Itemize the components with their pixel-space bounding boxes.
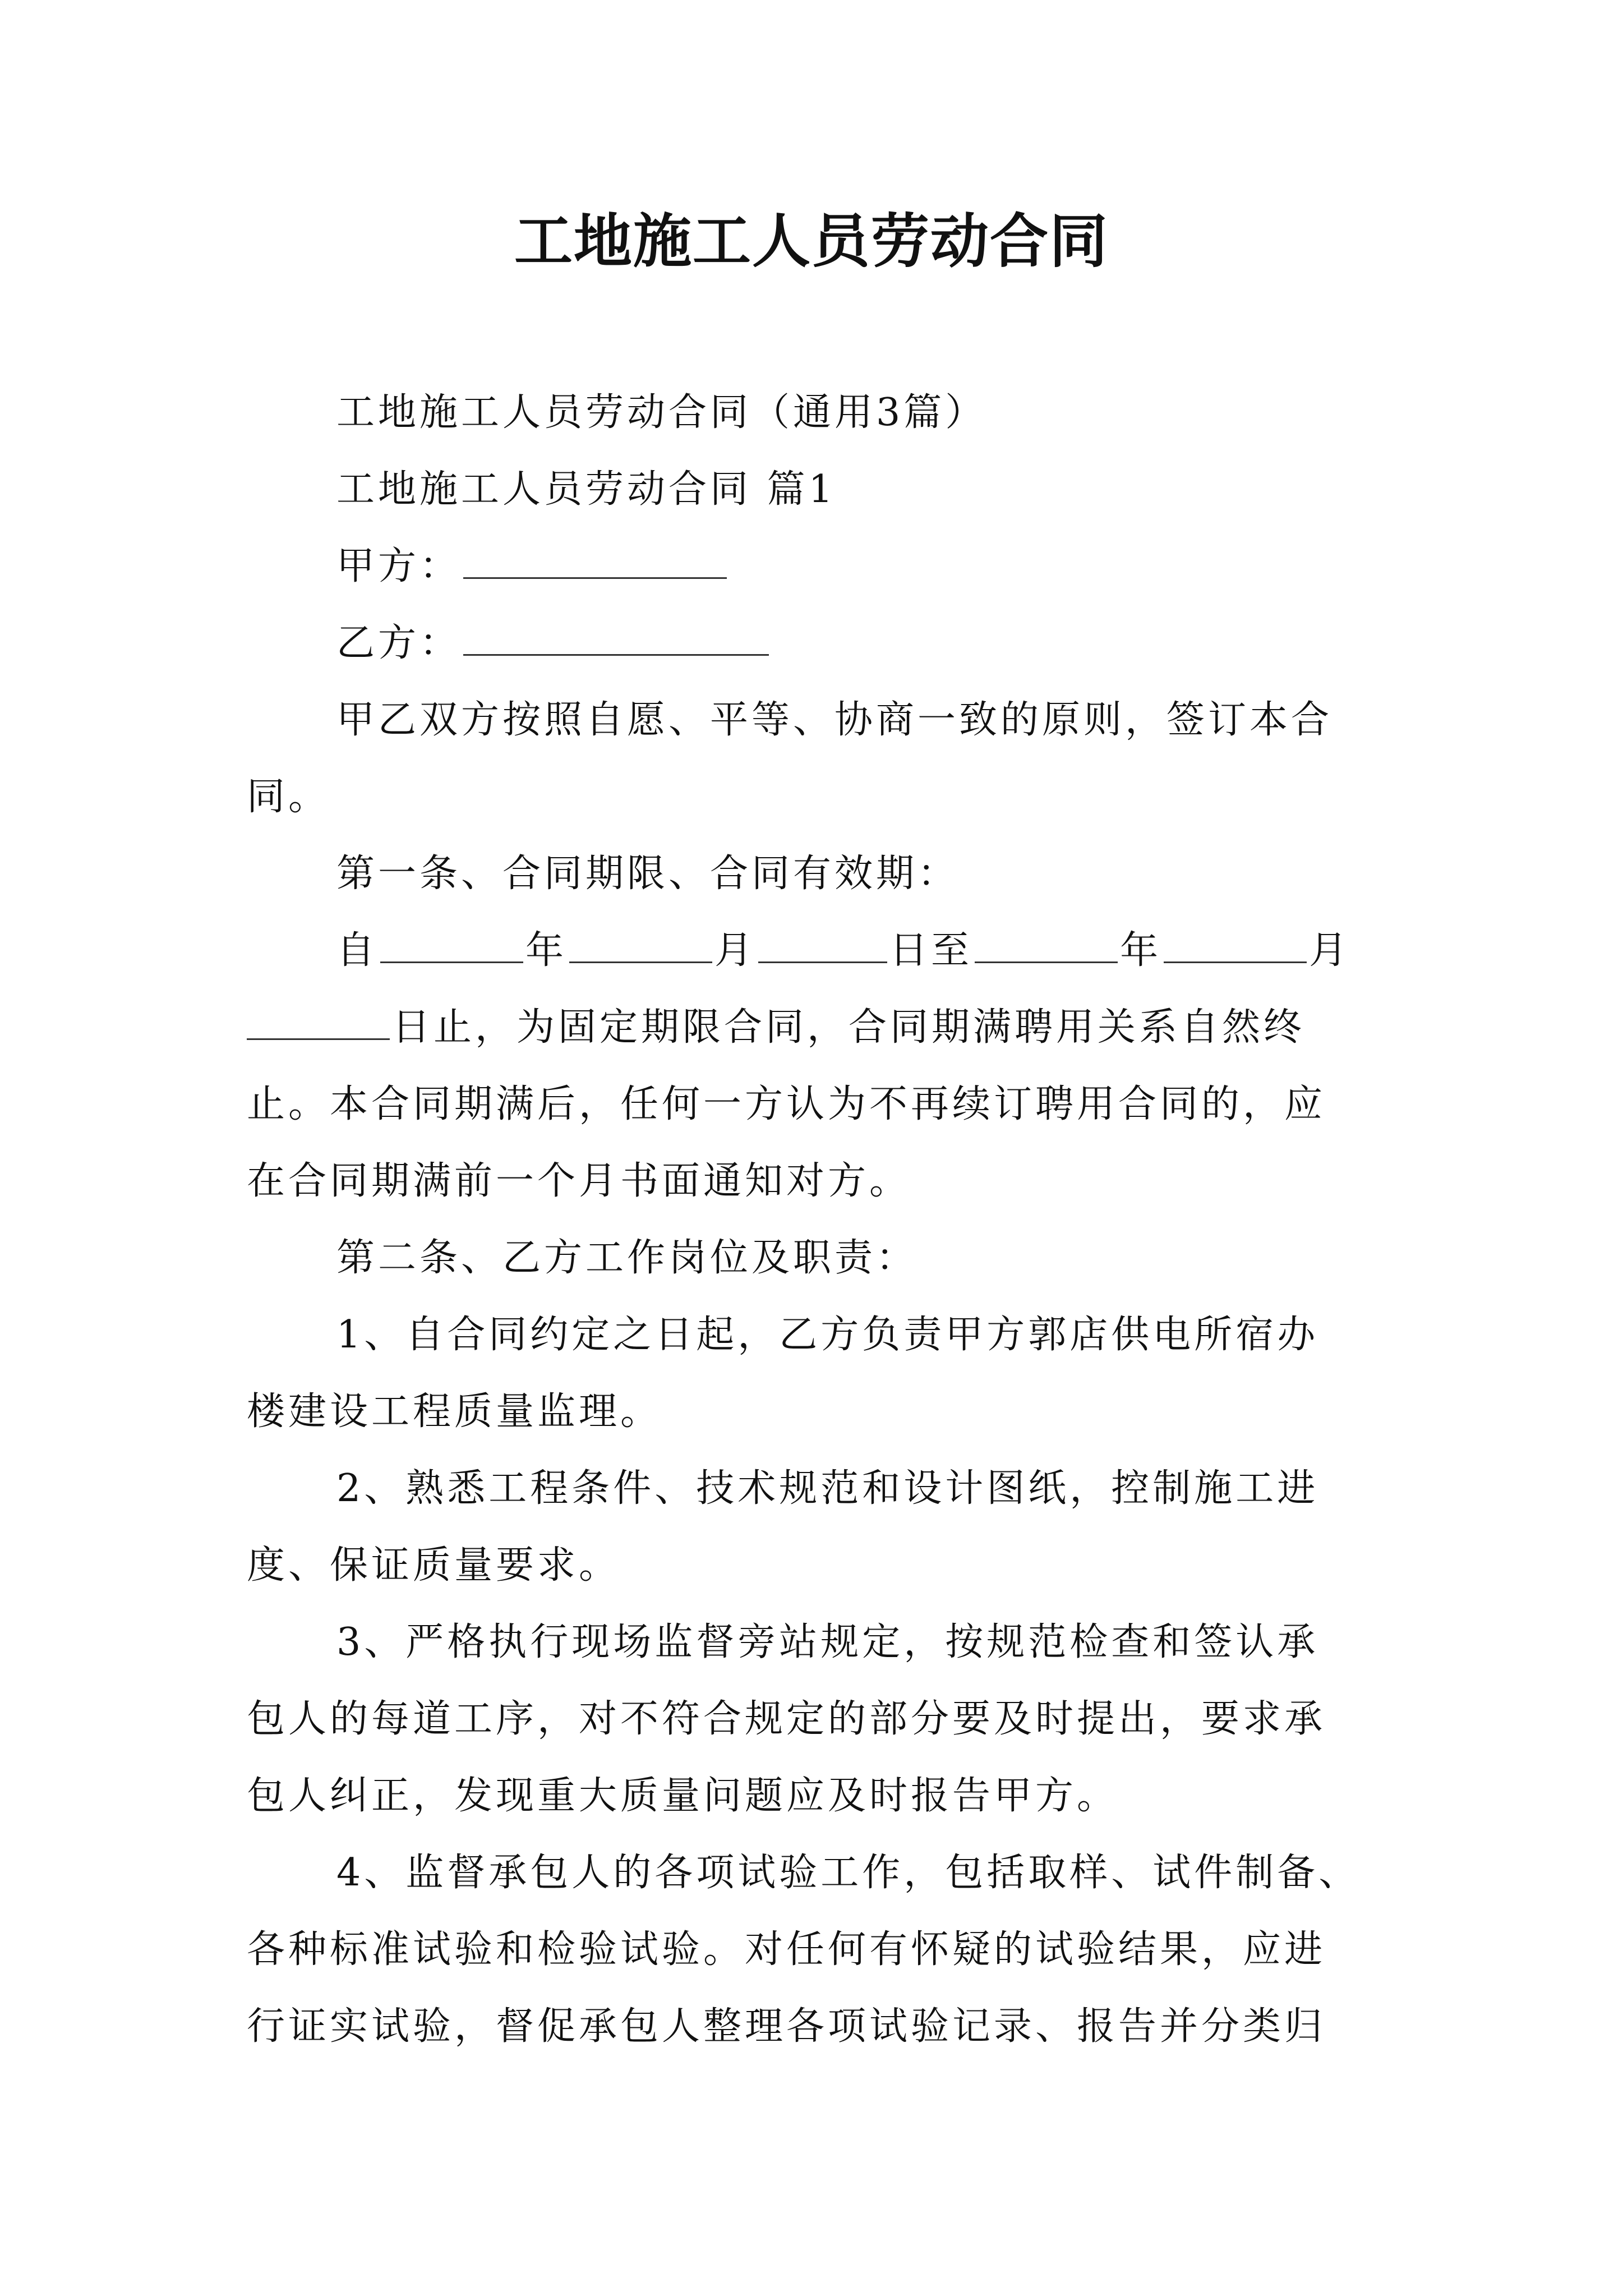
party-b-line [336,605,771,682]
date-text: 月 [1309,928,1351,973]
party-a-blank [463,541,727,579]
article-heading: 第一条、合同期限、合同有效期： [336,852,960,896]
article-heading: 第二条、乙方工作岗位及职责： [336,1236,918,1280]
document-body [247,0,1391,2296]
date-text: 年 [1120,928,1162,973]
list-item-cont: 行证实试验，督促承包人整理各项试验记录、报告并分类归 [247,2004,1326,2049]
date-text: 月 [714,928,757,973]
list-item-cont: 包人纠正，发现重大质量问题应及时报告甲方。 [247,1774,1119,1818]
party-b-blank [463,618,769,656]
party-b-label: 乙方： [336,621,462,665]
list-item-cont: 各种标准试验和检验试验。对任何有怀疑的试验结果，应进 [247,1927,1326,1972]
date-blank [975,926,1118,963]
list-item-cont: 度、保证质量要求。 [247,1543,621,1588]
party-a-label: 甲方： [336,544,462,588]
document-title: 工地施工人员劳动合同 [514,206,1109,275]
list-item-cont: 包人的每道工序，对不符合规定的部分要及时提出，要求承 [247,1697,1326,1741]
date-range-line-cont [247,990,1305,1066]
subtitle-line: 工地施工人员劳动合同（通用3篇） [336,390,987,435]
paragraph-text: 日止，为固定期限合同，合同期满聘用关系自然终 [392,1005,1306,1050]
paragraph-line: 止。本合同期满后，任何一方认为不再续订聘用合同的，应 [247,1082,1326,1126]
date-text: 自 [336,928,379,973]
list-item: 3、严格执行现场监督旁站规定，按规范检查和签认承 [336,1620,1319,1664]
date-text: 年 [525,928,568,973]
date-range-line [336,913,1350,989]
list-item: 1、自合同约定之日起，乙方负责甲方郭店供电所宿办 [336,1313,1319,1357]
date-blank [569,926,712,963]
date-blank [380,926,523,963]
party-a-line [336,528,729,605]
date-text: 日至 [889,928,973,973]
section-heading: 工地施工人员劳动合同 篇1 [336,467,836,512]
paragraph-line: 同。 [247,775,330,819]
list-item: 4、监督承包人的各项试验工作，包括取样、试件制备、 [336,1851,1361,1895]
date-blank [1164,926,1307,963]
paragraph-line: 甲乙双方按照自愿、平等、协商一致的原则，签订本合 [336,698,1333,742]
list-item-cont: 楼建设工程质量监理。 [247,1389,662,1434]
list-item: 2、熟悉工程条件、技术规范和设计图纸，控制施工进 [336,1466,1319,1511]
date-blank [758,926,887,963]
paragraph-line: 在合同期满前一个月书面通知对方。 [247,1159,911,1203]
date-blank [247,1002,390,1040]
